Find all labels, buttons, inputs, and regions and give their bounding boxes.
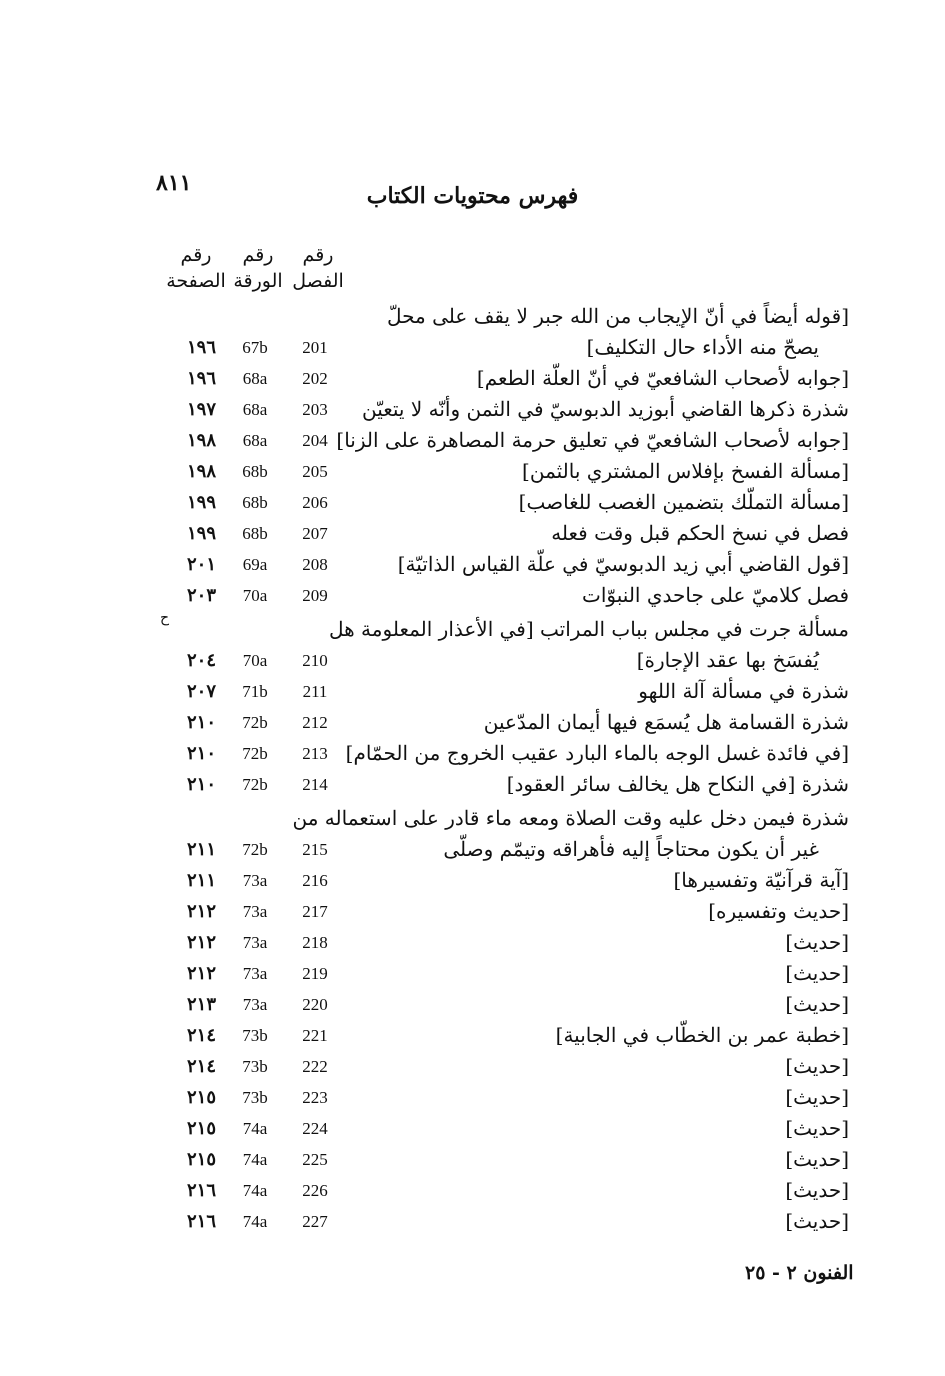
entry-page: ٢٠١ xyxy=(186,554,216,575)
entry-chapter: 213 xyxy=(302,744,328,763)
toc-row xyxy=(0,738,945,769)
entry-page: ١٩٩ xyxy=(186,523,216,544)
entry-title: [حديث وتفسيره] xyxy=(708,899,849,923)
entry-title: [حديث] xyxy=(785,1116,849,1140)
column-header-page: رقم الصفحة xyxy=(166,244,226,292)
entry-page: ٢١٢ xyxy=(186,963,216,984)
entry-page: ٢١٦ xyxy=(186,1211,216,1232)
column-header-chapter: رقم الفصل xyxy=(292,244,344,292)
entry-folio: 68b xyxy=(242,462,268,481)
entry-folio: 70a xyxy=(242,586,268,605)
toc-row xyxy=(0,989,945,1020)
entry-folio: 68b xyxy=(242,524,268,543)
entry-title: شذرة ذكرها القاضي أبوزيد الدبوسيّ في الثمن وأنّه لا يتعيّن xyxy=(361,397,849,421)
toc-row xyxy=(0,580,945,611)
entry-page: ١٩٨ xyxy=(186,430,216,451)
entry-folio: 67b xyxy=(242,338,268,357)
entry-chapter: 207 xyxy=(302,524,328,543)
entry-folio: 71b xyxy=(242,682,268,701)
toc-row xyxy=(0,301,945,332)
toc-row xyxy=(0,456,945,487)
margin-note: ح xyxy=(160,610,170,626)
toc-row xyxy=(0,958,945,989)
entry-page: ٢١٠ xyxy=(186,774,216,795)
entry-title: [مسألة الفسخ بإفلاس المشتري بالثمن] xyxy=(522,459,849,483)
toc-row xyxy=(0,425,945,456)
entry-title: [قول القاضي أبي زيد الدبوسيّ في علّة القياس الذاتيّة] xyxy=(397,552,849,576)
entry-chapter: 216 xyxy=(302,871,328,890)
toc-row xyxy=(0,1082,945,1113)
entry-page: ٢٠٧ xyxy=(186,681,216,702)
toc-row xyxy=(0,363,945,394)
entry-folio: 73a xyxy=(242,995,268,1014)
entry-chapter: 204 xyxy=(302,431,328,450)
entry-page: ٢١٢ xyxy=(186,932,216,953)
entry-chapter: 219 xyxy=(302,964,328,983)
entry-folio: 70a xyxy=(242,651,268,670)
entry-title: [حديث] xyxy=(785,1209,849,1233)
entry-folio: 69a xyxy=(242,555,268,574)
entry-folio: 72b xyxy=(242,840,268,859)
page-number: ٨١١ xyxy=(156,170,192,196)
entry-title: غير أن يكون محتاجاً إليه فأهراقه وتيمّم وصلّى xyxy=(443,837,819,861)
entry-folio: 68a xyxy=(242,369,268,388)
entry-page: ٢١١ xyxy=(186,870,216,891)
entry-folio: 73a xyxy=(242,933,268,952)
entry-page: ٢١٢ xyxy=(186,901,216,922)
page-footer: الفنون ٢ - ٢٥ xyxy=(745,1262,854,1284)
toc-row xyxy=(0,1113,945,1144)
entry-page: ١٩٦ xyxy=(186,368,216,389)
entry-chapter: 227 xyxy=(302,1212,328,1231)
entry-title: شذرة في مسألة آلة اللهو xyxy=(638,679,849,703)
entry-title: [حديث] xyxy=(785,961,849,985)
toc-row xyxy=(0,332,945,363)
entry-chapter: 208 xyxy=(302,555,328,574)
toc-row xyxy=(0,518,945,549)
entry-page: ٢٠٤ xyxy=(186,650,216,671)
entry-chapter: 203 xyxy=(302,400,328,419)
toc-row xyxy=(0,803,945,834)
entry-title: شذرة القسامة هل يُسمَع فيها أيمان المدّعين xyxy=(483,710,849,734)
toc-row xyxy=(0,549,945,580)
entry-page: ١٩٦ xyxy=(186,337,216,358)
toc-row xyxy=(0,896,945,927)
entry-page: ٢١٦ xyxy=(186,1180,216,1201)
entry-title: [حديث] xyxy=(785,1054,849,1078)
entry-chapter: 217 xyxy=(302,902,328,921)
entry-chapter: 205 xyxy=(302,462,328,481)
toc-row xyxy=(0,1206,945,1237)
toc-row xyxy=(0,707,945,738)
entry-title: شذرة [في النكاح هل يخالف سائر العقود] xyxy=(506,772,849,796)
toc-row xyxy=(0,614,945,645)
entry-chapter: 223 xyxy=(302,1088,328,1107)
entry-page: ١٩٩ xyxy=(186,492,216,513)
entry-title: [خطبة عمر بن الخطّاب في الجابية] xyxy=(555,1023,849,1047)
entry-title: [حديث] xyxy=(785,930,849,954)
entry-title: يُفسَخ بها عقد الإجارة] xyxy=(636,648,819,672)
entry-page: ٢١٥ xyxy=(186,1087,216,1108)
entry-chapter: 215 xyxy=(302,840,328,859)
toc-row xyxy=(0,394,945,425)
entry-folio: 68b xyxy=(242,493,268,512)
entry-page: ٢١٠ xyxy=(186,743,216,764)
entry-chapter: 210 xyxy=(302,651,328,670)
toc-row xyxy=(0,1051,945,1082)
entry-chapter: 209 xyxy=(302,586,328,605)
entry-title: [حديث] xyxy=(785,992,849,1016)
entry-folio: 74a xyxy=(242,1150,268,1169)
entry-page: ٢١٠ xyxy=(186,712,216,733)
entry-page: ٢١٥ xyxy=(186,1118,216,1139)
entry-page: ٢١٤ xyxy=(186,1025,216,1046)
entry-title: [حديث] xyxy=(785,1147,849,1171)
entry-page: ٢١٤ xyxy=(186,1056,216,1077)
toc-row xyxy=(0,487,945,518)
entry-chapter: 206 xyxy=(302,493,328,512)
entry-chapter: 224 xyxy=(302,1119,328,1138)
entry-folio: 73b xyxy=(242,1026,268,1045)
toc-row xyxy=(0,1144,945,1175)
entry-chapter: 211 xyxy=(302,682,328,701)
entry-folio: 68a xyxy=(242,431,268,450)
entry-title: شذرة فيمن دخل عليه وقت الصلاة ومعه ماء قادر على استعماله من xyxy=(292,806,849,830)
toc-row xyxy=(0,927,945,958)
entry-folio: 72b xyxy=(242,775,268,794)
entry-page: ١٩٨ xyxy=(186,461,216,482)
entry-chapter: 220 xyxy=(302,995,328,1014)
entry-title: [جوابه لأصحاب الشافعيّ في أنّ العلّة الطعم] xyxy=(476,366,849,390)
entry-page: ٢١٣ xyxy=(186,994,216,1015)
entry-chapter: 222 xyxy=(302,1057,328,1076)
entry-folio: 68a xyxy=(242,400,268,419)
entry-folio: 73b xyxy=(242,1057,268,1076)
page-title: فهرس محتويات الكتاب xyxy=(366,183,579,209)
entry-title: [آية قرآنيّة وتفسيرها] xyxy=(673,868,849,892)
entry-title: [حديث] xyxy=(785,1085,849,1109)
entry-folio: 74a xyxy=(242,1212,268,1231)
entry-title: [مسألة التملّك بتضمين الغصب للغاصب] xyxy=(518,490,849,514)
entry-title: [في فائدة غسل الوجه بالماء البارد عقيب الخروج من الحمّام] xyxy=(345,741,849,765)
entry-title: [قوله أيضاً في أنّ الإيجاب من الله جبر لا يقف على محلّ xyxy=(387,304,849,328)
toc-row xyxy=(0,865,945,896)
entry-title: [جوابه لأصحاب الشافعيّ في تعليق حرمة المصاهرة على الزنا] xyxy=(336,428,849,452)
entry-title: مسألة جرت في مجلس بباب المراتب [في الأعذار المعلومة هل xyxy=(329,617,849,641)
entry-title: فصل كلاميّ على جاحدي النبوّات xyxy=(582,583,849,607)
entry-page: ١٩٧ xyxy=(186,399,216,420)
entry-chapter: 221 xyxy=(302,1026,328,1045)
toc-row xyxy=(0,834,945,865)
toc-row xyxy=(0,769,945,800)
entry-title: [حديث] xyxy=(785,1178,849,1202)
entry-folio: 73a xyxy=(242,902,268,921)
entry-chapter: 226 xyxy=(302,1181,328,1200)
entry-chapter: 202 xyxy=(302,369,328,388)
entry-folio: 72b xyxy=(242,744,268,763)
column-header-folio: رقم الورقة xyxy=(233,244,283,292)
entry-folio: 73a xyxy=(242,964,268,983)
toc-row xyxy=(0,676,945,707)
entry-folio: 74a xyxy=(242,1181,268,1200)
entry-chapter: 201 xyxy=(302,338,328,357)
entry-chapter: 225 xyxy=(302,1150,328,1169)
entry-chapter: 214 xyxy=(302,775,328,794)
entry-page: ٢٠٣ xyxy=(186,585,216,606)
entry-title: يصحّ منه الأداء حال التكليف] xyxy=(586,335,819,359)
toc-row xyxy=(0,1020,945,1051)
entry-page: ٢١٥ xyxy=(186,1149,216,1170)
entry-page: ٢١١ xyxy=(186,839,216,860)
entry-folio: 74a xyxy=(242,1119,268,1138)
entry-folio: 73a xyxy=(242,871,268,890)
entry-chapter: 218 xyxy=(302,933,328,952)
entry-folio: 73b xyxy=(242,1088,268,1107)
toc-row xyxy=(0,645,945,676)
entry-chapter: 212 xyxy=(302,713,328,732)
entry-folio: 72b xyxy=(242,713,268,732)
entry-title: فصل في نسخ الحكم قبل وقت فعله xyxy=(551,521,849,545)
toc-row xyxy=(0,1175,945,1206)
